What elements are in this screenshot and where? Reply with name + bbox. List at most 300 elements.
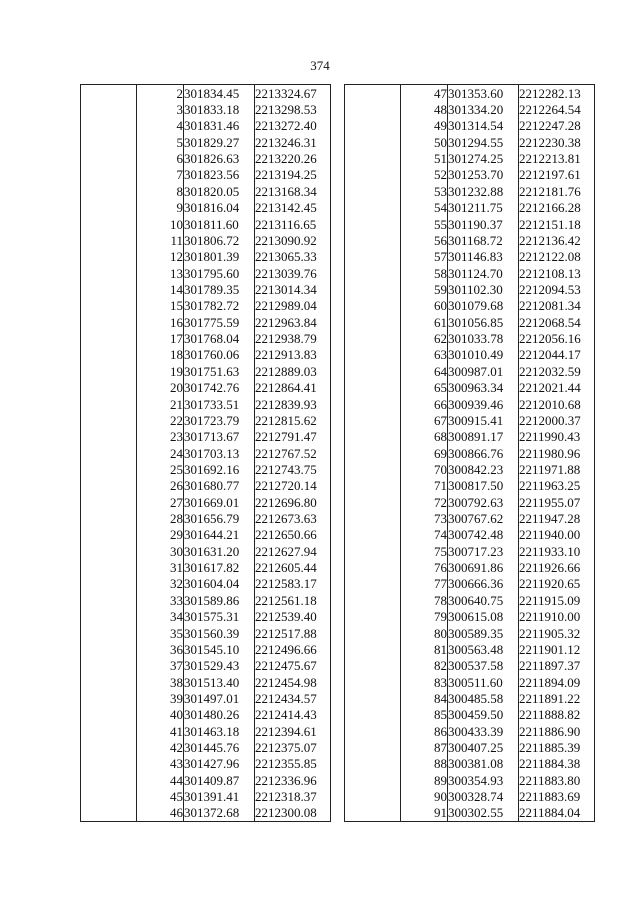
- x-coordinate-cell: 301102.30: [448, 281, 519, 297]
- table-row: [345, 461, 595, 477]
- y-coordinate-cell: 2213090.92: [255, 232, 331, 248]
- point-number-cell: 52: [401, 167, 448, 183]
- point-number-cell: 54: [401, 200, 448, 216]
- table-row: [81, 347, 331, 363]
- y-coordinate-cell: 2211885.39: [519, 739, 595, 755]
- point-number-cell: 64: [401, 363, 448, 379]
- blank-cell: [81, 134, 137, 150]
- point-number-cell: 84: [401, 690, 448, 706]
- x-coordinate-cell: 300915.41: [448, 412, 519, 428]
- point-number-cell: 91: [401, 805, 448, 822]
- blank-cell: [345, 756, 401, 772]
- blank-cell: [345, 739, 401, 755]
- table-row: [81, 739, 331, 755]
- table-row: [345, 658, 595, 674]
- table-row: [81, 118, 331, 134]
- blank-cell: [345, 641, 401, 657]
- blank-cell: [345, 543, 401, 559]
- x-coordinate-cell: 300866.76: [448, 445, 519, 461]
- y-coordinate-cell: 2212791.47: [255, 429, 331, 445]
- y-coordinate-cell: 2212767.52: [255, 445, 331, 461]
- point-number-cell: 82: [401, 658, 448, 674]
- blank-cell: [81, 445, 137, 461]
- point-number-cell: 20: [137, 379, 184, 395]
- y-coordinate-cell: 2212989.04: [255, 298, 331, 314]
- y-coordinate-cell: 2212454.98: [255, 674, 331, 690]
- table-row: [81, 167, 331, 183]
- blank-cell: [345, 805, 401, 822]
- blank-cell: [345, 559, 401, 575]
- point-number-cell: 28: [137, 510, 184, 526]
- table-row: [345, 674, 595, 690]
- x-coordinate-cell: 300563.48: [448, 641, 519, 657]
- y-coordinate-cell: 2211884.04: [519, 805, 595, 822]
- table-row: [81, 592, 331, 608]
- blank-cell: [81, 707, 137, 723]
- table-row: [81, 658, 331, 674]
- y-coordinate-cell: 2212627.94: [255, 543, 331, 559]
- table-row: [345, 298, 595, 314]
- blank-cell: [345, 265, 401, 281]
- x-coordinate-cell: 300691.86: [448, 559, 519, 575]
- table-row: [81, 674, 331, 690]
- table-row: [345, 85, 595, 102]
- table-row: [81, 298, 331, 314]
- y-coordinate-cell: 2212355.85: [255, 756, 331, 772]
- x-coordinate-cell: 301033.78: [448, 330, 519, 346]
- point-number-cell: 75: [401, 543, 448, 559]
- point-number-cell: 22: [137, 412, 184, 428]
- blank-cell: [81, 216, 137, 232]
- table-row: [345, 576, 595, 592]
- table-row: [345, 510, 595, 526]
- table-row: [81, 690, 331, 706]
- y-coordinate-cell: 2212056.16: [519, 330, 595, 346]
- table-row: [81, 625, 331, 641]
- table-row: [345, 232, 595, 248]
- point-number-cell: 87: [401, 739, 448, 755]
- table-row: [81, 412, 331, 428]
- y-coordinate-cell: 2211955.07: [519, 494, 595, 510]
- point-number-cell: 72: [401, 494, 448, 510]
- y-coordinate-cell: 2211894.09: [519, 674, 595, 690]
- table-row: [345, 118, 595, 134]
- y-coordinate-cell: 2213014.34: [255, 281, 331, 297]
- x-coordinate-cell: 301669.01: [184, 494, 255, 510]
- point-number-cell: 48: [401, 101, 448, 117]
- x-coordinate-cell: 301589.86: [184, 592, 255, 608]
- blank-cell: [81, 576, 137, 592]
- x-coordinate-cell: 300939.46: [448, 396, 519, 412]
- point-number-cell: 78: [401, 592, 448, 608]
- table-row: [81, 396, 331, 412]
- table-row: [345, 265, 595, 281]
- x-coordinate-cell: 301834.45: [184, 85, 255, 102]
- x-coordinate-cell: 301723.79: [184, 412, 255, 428]
- y-coordinate-cell: 2211926.66: [519, 559, 595, 575]
- blank-cell: [345, 200, 401, 216]
- blank-cell: [81, 658, 137, 674]
- y-coordinate-cell: 2212605.44: [255, 559, 331, 575]
- blank-cell: [81, 429, 137, 445]
- x-coordinate-cell: 300842.23: [448, 461, 519, 477]
- point-number-cell: 41: [137, 723, 184, 739]
- table-row: [81, 494, 331, 510]
- point-number-cell: 71: [401, 478, 448, 494]
- blank-cell: [345, 788, 401, 804]
- y-coordinate-cell: 2213116.65: [255, 216, 331, 232]
- table-row: [81, 249, 331, 265]
- blank-cell: [345, 183, 401, 199]
- point-number-cell: 27: [137, 494, 184, 510]
- page-number: 374: [310, 58, 330, 73]
- y-coordinate-cell: 2212583.17: [255, 576, 331, 592]
- blank-cell: [345, 412, 401, 428]
- point-number-cell: 39: [137, 690, 184, 706]
- point-number-cell: 46: [137, 805, 184, 822]
- point-number-cell: 55: [401, 216, 448, 232]
- blank-cell: [81, 592, 137, 608]
- table-row: [345, 101, 595, 117]
- x-coordinate-cell: 301644.21: [184, 527, 255, 543]
- x-coordinate-cell: 301372.68: [184, 805, 255, 822]
- x-coordinate-cell: 301168.72: [448, 232, 519, 248]
- table-row: [81, 330, 331, 346]
- table-row: [81, 461, 331, 477]
- y-coordinate-cell: 2211920.65: [519, 576, 595, 592]
- y-coordinate-cell: 2213039.76: [255, 265, 331, 281]
- blank-cell: [81, 314, 137, 330]
- blank-cell: [345, 576, 401, 592]
- table-row: [81, 510, 331, 526]
- point-number-cell: 44: [137, 772, 184, 788]
- point-number-cell: 6: [137, 150, 184, 166]
- table-row: [345, 805, 595, 822]
- y-coordinate-cell: 2212181.76: [519, 183, 595, 199]
- point-number-cell: 11: [137, 232, 184, 248]
- y-coordinate-cell: 2212230.38: [519, 134, 595, 150]
- point-number-cell: 8: [137, 183, 184, 199]
- x-coordinate-cell: 301703.13: [184, 445, 255, 461]
- blank-cell: [81, 183, 137, 199]
- table-row: [81, 559, 331, 575]
- blank-cell: [81, 805, 137, 822]
- y-coordinate-cell: 2212815.62: [255, 412, 331, 428]
- blank-cell: [345, 249, 401, 265]
- table-row: [345, 216, 595, 232]
- y-coordinate-cell: 2213324.67: [255, 85, 331, 102]
- x-coordinate-cell: 300433.39: [448, 723, 519, 739]
- x-coordinate-cell: 301826.63: [184, 150, 255, 166]
- y-coordinate-cell: 2212264.54: [519, 101, 595, 117]
- point-number-cell: 13: [137, 265, 184, 281]
- point-number-cell: 42: [137, 739, 184, 755]
- table-row: [81, 478, 331, 494]
- table-row: [81, 265, 331, 281]
- point-number-cell: 24: [137, 445, 184, 461]
- right-coordinate-table: [344, 84, 595, 822]
- y-coordinate-cell: 2211940.00: [519, 527, 595, 543]
- table-row: [81, 707, 331, 723]
- blank-cell: [345, 690, 401, 706]
- x-coordinate-cell: 300485.58: [448, 690, 519, 706]
- point-number-cell: 67: [401, 412, 448, 428]
- point-number-cell: 86: [401, 723, 448, 739]
- x-coordinate-cell: 300742.48: [448, 527, 519, 543]
- x-coordinate-cell: 300537.58: [448, 658, 519, 674]
- blank-cell: [345, 494, 401, 510]
- point-number-cell: 60: [401, 298, 448, 314]
- y-coordinate-cell: 2212122.08: [519, 249, 595, 265]
- table-row: [345, 445, 595, 461]
- x-coordinate-cell: 301806.72: [184, 232, 255, 248]
- x-coordinate-cell: 301497.01: [184, 690, 255, 706]
- blank-cell: [345, 429, 401, 445]
- table-row: [81, 216, 331, 232]
- blank-cell: [345, 772, 401, 788]
- blank-cell: [81, 756, 137, 772]
- table-row: [345, 625, 595, 641]
- x-coordinate-cell: 301445.76: [184, 739, 255, 755]
- x-coordinate-cell: 301079.68: [448, 298, 519, 314]
- point-number-cell: 89: [401, 772, 448, 788]
- table-row: [345, 429, 595, 445]
- table-row: [81, 281, 331, 297]
- y-coordinate-cell: 2212963.84: [255, 314, 331, 330]
- table-row: [81, 200, 331, 216]
- table-row: [345, 788, 595, 804]
- table-row: [345, 739, 595, 755]
- point-number-cell: 34: [137, 609, 184, 625]
- point-number-cell: 5: [137, 134, 184, 150]
- y-coordinate-cell: 2211963.25: [519, 478, 595, 494]
- point-number-cell: 83: [401, 674, 448, 690]
- x-coordinate-cell: 301146.83: [448, 249, 519, 265]
- blank-cell: [81, 723, 137, 739]
- x-coordinate-cell: 300302.55: [448, 805, 519, 822]
- point-number-cell: 43: [137, 756, 184, 772]
- point-number-cell: 30: [137, 543, 184, 559]
- y-coordinate-cell: 2212282.13: [519, 85, 595, 102]
- table-row: [81, 723, 331, 739]
- y-coordinate-cell: 2211905.32: [519, 625, 595, 641]
- point-number-cell: 77: [401, 576, 448, 592]
- x-coordinate-cell: 301010.49: [448, 347, 519, 363]
- table-row: [345, 756, 595, 772]
- point-number-cell: 50: [401, 134, 448, 150]
- blank-cell: [345, 232, 401, 248]
- point-number-cell: 38: [137, 674, 184, 690]
- point-number-cell: 85: [401, 707, 448, 723]
- x-coordinate-cell: 300381.08: [448, 756, 519, 772]
- blank-cell: [81, 200, 137, 216]
- point-number-cell: 51: [401, 150, 448, 166]
- y-coordinate-cell: 2213142.45: [255, 200, 331, 216]
- point-number-cell: 40: [137, 707, 184, 723]
- y-coordinate-cell: 2213220.26: [255, 150, 331, 166]
- blank-cell: [81, 788, 137, 804]
- point-number-cell: 35: [137, 625, 184, 641]
- table-row: [345, 723, 595, 739]
- x-coordinate-cell: 301820.05: [184, 183, 255, 199]
- point-number-cell: 7: [137, 167, 184, 183]
- y-coordinate-cell: 2212068.54: [519, 314, 595, 330]
- y-coordinate-cell: 2211971.88: [519, 461, 595, 477]
- blank-cell: [345, 150, 401, 166]
- point-number-cell: 31: [137, 559, 184, 575]
- point-number-cell: 76: [401, 559, 448, 575]
- y-coordinate-cell: 2211980.96: [519, 445, 595, 461]
- y-coordinate-cell: 2212839.93: [255, 396, 331, 412]
- blank-cell: [345, 609, 401, 625]
- x-coordinate-cell: 300459.50: [448, 707, 519, 723]
- blank-cell: [345, 101, 401, 117]
- y-coordinate-cell: 2212496.66: [255, 641, 331, 657]
- blank-cell: [345, 134, 401, 150]
- blank-cell: [81, 510, 137, 526]
- y-coordinate-cell: 2212044.17: [519, 347, 595, 363]
- blank-cell: [81, 543, 137, 559]
- x-coordinate-cell: 301768.04: [184, 330, 255, 346]
- blank-cell: [81, 150, 137, 166]
- y-coordinate-cell: 2211891.22: [519, 690, 595, 706]
- y-coordinate-cell: 2211897.37: [519, 658, 595, 674]
- x-coordinate-cell: 301545.10: [184, 641, 255, 657]
- point-number-cell: 23: [137, 429, 184, 445]
- point-number-cell: 2: [137, 85, 184, 102]
- x-coordinate-cell: 301190.37: [448, 216, 519, 232]
- x-coordinate-cell: 301314.54: [448, 118, 519, 134]
- table-row: [81, 756, 331, 772]
- x-coordinate-cell: 300891.17: [448, 429, 519, 445]
- y-coordinate-cell: 2211883.69: [519, 788, 595, 804]
- table-row: [345, 150, 595, 166]
- x-coordinate-cell: 301775.59: [184, 314, 255, 330]
- y-coordinate-cell: 2211933.10: [519, 543, 595, 559]
- point-number-cell: 59: [401, 281, 448, 297]
- blank-cell: [81, 379, 137, 395]
- point-number-cell: 65: [401, 379, 448, 395]
- blank-cell: [345, 314, 401, 330]
- point-number-cell: 33: [137, 592, 184, 608]
- table-row: [81, 183, 331, 199]
- y-coordinate-cell: 2212081.34: [519, 298, 595, 314]
- table-row: [81, 134, 331, 150]
- x-coordinate-cell: 301529.43: [184, 658, 255, 674]
- x-coordinate-cell: 301334.20: [448, 101, 519, 117]
- table-row: [345, 412, 595, 428]
- y-coordinate-cell: 2213194.25: [255, 167, 331, 183]
- x-coordinate-cell: 301353.60: [448, 85, 519, 102]
- table-row: [345, 494, 595, 510]
- x-coordinate-cell: 301391.41: [184, 788, 255, 804]
- table-row: [81, 314, 331, 330]
- x-coordinate-cell: 300511.60: [448, 674, 519, 690]
- y-coordinate-cell: 2212414.43: [255, 707, 331, 723]
- point-number-cell: 73: [401, 510, 448, 526]
- table-row: [345, 347, 595, 363]
- table-row: [345, 330, 595, 346]
- table-row: [345, 527, 595, 543]
- table-row: [345, 543, 595, 559]
- x-coordinate-cell: 300640.75: [448, 592, 519, 608]
- y-coordinate-cell: 2212166.28: [519, 200, 595, 216]
- y-coordinate-cell: 2211947.28: [519, 510, 595, 526]
- x-coordinate-cell: 301274.25: [448, 150, 519, 166]
- y-coordinate-cell: 2212913.83: [255, 347, 331, 363]
- point-number-cell: 36: [137, 641, 184, 657]
- x-coordinate-cell: 301823.56: [184, 167, 255, 183]
- blank-cell: [81, 85, 137, 102]
- point-number-cell: 90: [401, 788, 448, 804]
- table-row: [81, 788, 331, 804]
- y-coordinate-cell: 2211901.12: [519, 641, 595, 657]
- y-coordinate-cell: 2211915.09: [519, 592, 595, 608]
- x-coordinate-cell: 301480.26: [184, 707, 255, 723]
- blank-cell: [345, 723, 401, 739]
- x-coordinate-cell: 301816.04: [184, 200, 255, 216]
- y-coordinate-cell: 2212108.13: [519, 265, 595, 281]
- y-coordinate-cell: 2212517.88: [255, 625, 331, 641]
- point-number-cell: 16: [137, 314, 184, 330]
- y-coordinate-cell: 2212247.28: [519, 118, 595, 134]
- blank-cell: [345, 396, 401, 412]
- x-coordinate-cell: 300987.01: [448, 363, 519, 379]
- x-coordinate-cell: 301680.77: [184, 478, 255, 494]
- blank-cell: [81, 690, 137, 706]
- table-row: [345, 167, 595, 183]
- blank-cell: [345, 118, 401, 134]
- x-coordinate-cell: 301232.88: [448, 183, 519, 199]
- blank-cell: [81, 527, 137, 543]
- y-coordinate-cell: 2212650.66: [255, 527, 331, 543]
- y-coordinate-cell: 2212021.44: [519, 379, 595, 395]
- table-row: [345, 249, 595, 265]
- point-number-cell: 56: [401, 232, 448, 248]
- blank-cell: [81, 461, 137, 477]
- point-number-cell: 49: [401, 118, 448, 134]
- x-coordinate-cell: 301713.67: [184, 429, 255, 445]
- x-coordinate-cell: 300589.35: [448, 625, 519, 641]
- y-coordinate-cell: 2212094.53: [519, 281, 595, 297]
- point-number-cell: 79: [401, 609, 448, 625]
- table-row: [345, 690, 595, 706]
- point-number-cell: 37: [137, 658, 184, 674]
- x-coordinate-cell: 301253.70: [448, 167, 519, 183]
- point-number-cell: 15: [137, 298, 184, 314]
- blank-cell: [345, 216, 401, 232]
- point-number-cell: 29: [137, 527, 184, 543]
- point-number-cell: 81: [401, 641, 448, 657]
- table-row: [81, 85, 331, 102]
- table-row: [345, 183, 595, 199]
- blank-cell: [81, 265, 137, 281]
- table-row: [345, 396, 595, 412]
- table-row: [345, 281, 595, 297]
- y-coordinate-cell: 2212336.96: [255, 772, 331, 788]
- point-number-cell: 3: [137, 101, 184, 117]
- point-number-cell: 32: [137, 576, 184, 592]
- y-coordinate-cell: 2212743.75: [255, 461, 331, 477]
- blank-cell: [81, 625, 137, 641]
- x-coordinate-cell: 300407.25: [448, 739, 519, 755]
- y-coordinate-cell: 2212151.18: [519, 216, 595, 232]
- y-coordinate-cell: 2213298.53: [255, 101, 331, 117]
- table-row: [345, 363, 595, 379]
- point-number-cell: 69: [401, 445, 448, 461]
- table-row: [81, 772, 331, 788]
- blank-cell: [345, 707, 401, 723]
